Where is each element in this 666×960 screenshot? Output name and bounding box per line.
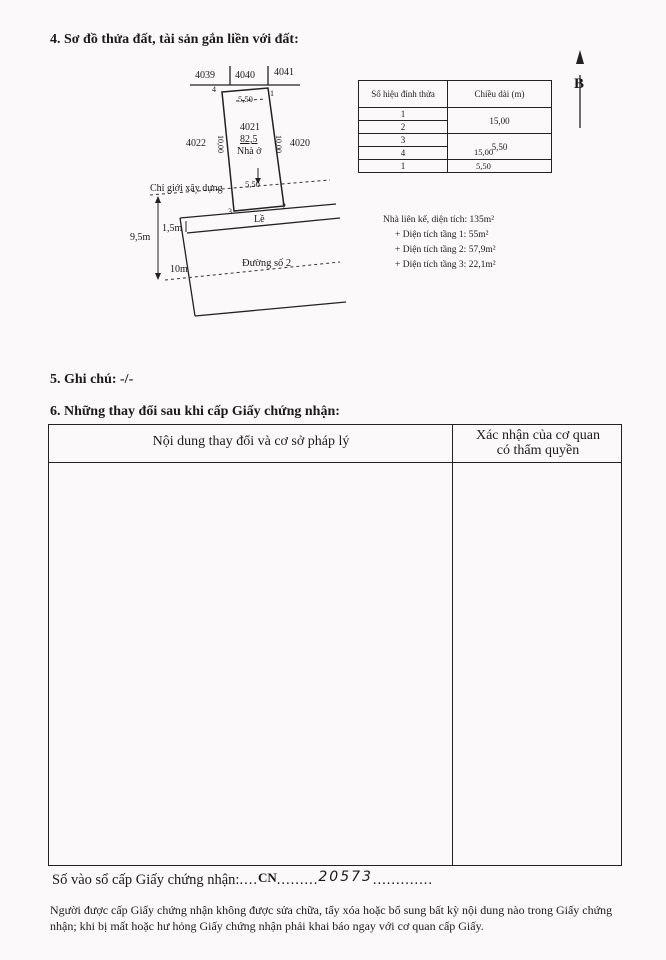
table-vertex-cell: 1 bbox=[359, 160, 448, 173]
table-length-cell: 5,50 bbox=[448, 134, 552, 160]
main-parcel-area: 82,5 bbox=[240, 134, 258, 145]
road-far-line bbox=[195, 302, 346, 316]
front-dim-label: 5,50 bbox=[245, 179, 260, 189]
main-parcel-use: Nhà ở bbox=[237, 146, 262, 157]
table-vertex-cell: 1 bbox=[359, 108, 448, 121]
table-header-length: Chiều dài (m) bbox=[448, 81, 552, 108]
floor-area-3: + Diện tích tầng 3: 22,1m² bbox=[395, 260, 496, 270]
vertex-1-label: 1 bbox=[270, 89, 274, 98]
table-vertex-cell: 2 bbox=[359, 121, 448, 134]
parcel-4040-label: 4040 bbox=[235, 70, 255, 81]
changes-table bbox=[48, 424, 622, 866]
parcel-4020-label: 4020 bbox=[290, 138, 310, 149]
road-name-label: Đường số 2 bbox=[242, 258, 292, 269]
section-6-title: 6. Những thay đổi sau khi cấp Giấy chứng nhận: bbox=[50, 404, 340, 419]
depth-arrow-down bbox=[155, 273, 161, 280]
registration-label: Số vào sổ cấp Giấy chứng nhận: bbox=[52, 872, 240, 888]
sidewalk-label: Lề bbox=[254, 214, 265, 225]
floor-area-2: + Diện tích tầng 2: 57,9m² bbox=[395, 245, 496, 255]
changes-col1-header: Nội dung thay đổi và cơ sở pháp lý bbox=[152, 434, 350, 449]
sidewalk-width-label: 1,5m bbox=[162, 223, 183, 234]
table-length-cell bbox=[448, 160, 552, 173]
changes-col2-header-line1: Xác nhận của cơ quan bbox=[475, 428, 600, 443]
registration-number: 20573 bbox=[318, 869, 373, 885]
table-vertex-cell: 3 bbox=[359, 134, 448, 147]
main-parcel-number: 4021 bbox=[240, 122, 260, 133]
depth-arrow-up bbox=[155, 196, 161, 203]
build-line-label: Chỉ giới xây dựng bbox=[150, 183, 223, 194]
north-arrow-icon bbox=[576, 50, 584, 64]
changes-col2-header-line2: có thẩm quyền bbox=[496, 443, 580, 458]
registration-prefix: CN bbox=[257, 870, 277, 885]
vertex-4-label: 4 bbox=[212, 85, 216, 94]
building-area-title: Nhà liên kế, diện tích: 135m² bbox=[383, 215, 495, 225]
table-length-cell: 5,50 bbox=[476, 161, 491, 171]
parcel-4022-label: 4022 bbox=[186, 138, 206, 149]
right-side-dim-label: 10,00 bbox=[274, 135, 283, 153]
vertex-2-label: 2 bbox=[282, 202, 286, 211]
north-label: B bbox=[574, 76, 585, 92]
parcel-diagram bbox=[0, 0, 666, 330]
changes-col2-header bbox=[453, 428, 623, 458]
parcel-4041-label: 4041 bbox=[274, 67, 294, 78]
vertex-length-table bbox=[358, 80, 552, 173]
depth-label: 9,5m bbox=[130, 232, 151, 243]
section-4-title: 4. Sơ đồ thửa đất, tài sản gắn liền với đất: bbox=[50, 32, 299, 47]
footer-note: Người được cấp Giấy chứng nhận không được sửa chữa, tẩy xóa hoặc bổ sung bất kỳ nội dung nào trong Giấy chứng nhận; khi bị mất hoặc hư hỏng Giấy chứng nhận phải khai báo ngay với cơ quan cấp Giấy. bbox=[50, 903, 613, 933]
road-width-label: 10m bbox=[170, 264, 188, 275]
table-vertex-cell: 4 bbox=[359, 147, 448, 160]
building-areas bbox=[383, 213, 496, 273]
section-5-title: 5. Ghi chú: -/- bbox=[50, 372, 134, 387]
changes-content-column bbox=[49, 425, 453, 865]
table-header-vertex: Số hiệu đỉnh thửa bbox=[359, 81, 448, 108]
parcel-4039-label: 4039 bbox=[195, 70, 215, 81]
left-side-dim-label: 10,00 bbox=[216, 135, 225, 153]
vertex-3-label: 3 bbox=[228, 207, 232, 216]
changes-header-divider bbox=[49, 462, 621, 463]
registration-line: Số vào sổ cấp Giấy chứng nhận:....CN.........20573............. bbox=[52, 869, 434, 888]
floor-area-1: + Diện tích tầng 1: 55m² bbox=[395, 230, 489, 240]
table-length-cell: 15,00 bbox=[474, 147, 494, 157]
table-length-cell: 15,00 bbox=[448, 108, 552, 134]
top-dim-label: 5,50 bbox=[238, 94, 253, 104]
